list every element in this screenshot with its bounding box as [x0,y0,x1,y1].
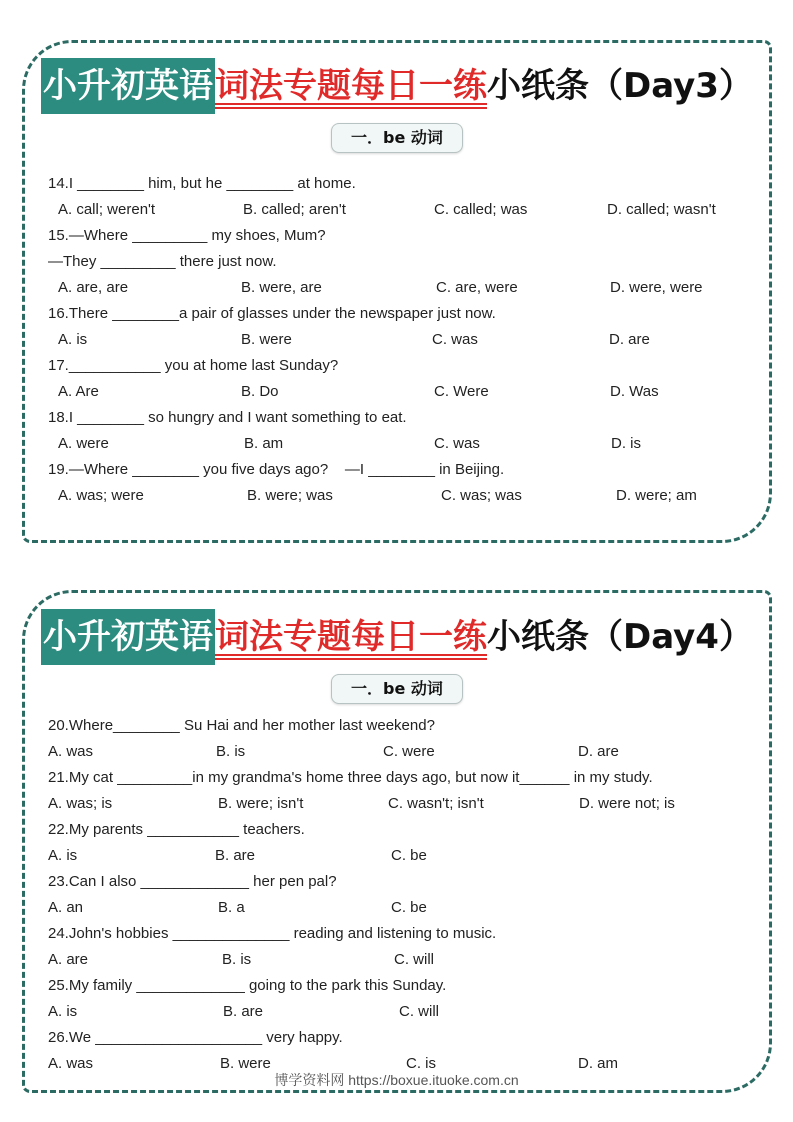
answer-option: B. were [241,331,292,348]
answer-option: B. is [216,743,246,760]
question-line [25,973,769,999]
question-stem: 22.My parents ___________ teachers. [48,821,305,838]
question-line [25,301,769,327]
answer-option: C. will [399,1003,439,1020]
answer-option: D. were; am [616,487,697,504]
worksheet-card-day3 [22,40,772,543]
answer-option: A. are [48,951,89,968]
question-line [25,223,769,249]
question-line [25,457,769,483]
answer-option: D. Was [610,383,659,400]
options-row [25,275,769,301]
answer-option: B. a [218,899,245,916]
answer-option: C. is [406,1055,436,1072]
answer-option: A. call; weren't [58,201,156,218]
title-suffix: 小纸条（Day4） [487,617,753,657]
answer-option: D. am [578,1055,619,1072]
question-line [25,171,769,197]
answer-option: A. is [58,331,88,348]
title-emphasis: 词法专题每日一练 [215,58,487,114]
answer-option: A. were [58,435,109,452]
answer-option: B. is [222,951,252,968]
options-row [25,739,769,765]
answer-option: B. were; was [247,487,333,504]
question-line [25,713,769,739]
question-line [25,921,769,947]
answer-option: D. are [578,743,619,760]
answer-option: A. are, are [58,279,129,296]
title-highlight: 小升初英语 [41,609,215,665]
question-stem: 16.There ________a pair of glasses under the newspaper just now. [48,305,496,322]
watermark-footer: 博学资料网 https://boxue.ituoke.com.cn [274,1072,519,1088]
answer-option: C. were [383,743,435,760]
options-row [25,327,769,353]
answer-option: C. was [432,331,478,348]
question-stem: 18.I ________ so hungry and I want something to eat. [48,409,407,426]
worksheet-card-day4 [22,590,772,1093]
title-suffix: 小纸条（Day3） [487,66,753,106]
options-row [25,947,769,973]
answer-option: C. was; was [441,487,522,504]
options-row [25,895,769,921]
answer-option: B. were [220,1055,271,1072]
question-line [25,817,769,843]
answer-option: A. is [48,847,78,864]
question-line [25,405,769,431]
question-line [25,249,769,275]
question-stem: 19.—Where ________ you five days ago? —I ________ in Beijing. [48,461,505,478]
options-row [25,197,769,223]
question-line [25,353,769,379]
answer-option: C. wasn't; isn't [388,795,484,812]
options-row [25,999,769,1025]
answer-option: A. Are [58,383,99,400]
options-row [25,843,769,869]
answer-option: C. are, were [436,279,518,296]
answer-option: B. am [244,435,284,452]
question-line [25,765,769,791]
answer-option: C. Were [434,383,489,400]
answer-option: C. was [434,435,480,452]
answer-option: D. were not; is [579,795,675,812]
answer-option: B. called; aren't [243,201,346,218]
answer-option: A. was [48,743,94,760]
answer-option: C. will [394,951,434,968]
question-line [25,1025,769,1051]
answer-option: B. are [223,1003,264,1020]
question-stem: 26.We ____________________ very happy. [48,1029,343,1046]
question-stem: 17.___________ you at home last Sunday? [48,357,339,374]
question-list [25,171,769,509]
answer-option: A. was [48,1055,94,1072]
answer-option: A. an [48,899,84,916]
card-title [25,58,769,114]
question-stem: 14.I ________ him, but he ________ at home. [48,175,356,192]
question-stem: —They _________ there just now. [48,253,277,270]
answer-option: C. be [391,899,427,916]
options-row [25,791,769,817]
question-list [25,713,769,1077]
section-label: 一．be 动词 [331,123,463,153]
question-stem: 21.My cat _________in my grandma's home three days ago, but now it______ in my study. [48,769,653,786]
title-emphasis: 词法专题每日一练 [215,609,487,665]
question-stem: 20.Where________ Su Hai and her mother last weekend? [48,717,435,734]
question-stem: 24.John's hobbies ______________ reading and listening to music. [48,925,497,942]
answer-option: D. were, were [610,279,703,296]
answer-option: B. Do [241,383,279,400]
section-label: 一．be 动词 [331,674,463,704]
answer-option: B. were, are [241,279,322,296]
card-title [25,609,769,665]
question-stem: 15.—Where _________ my shoes, Mum? [48,227,326,244]
answer-option: A. is [48,1003,78,1020]
question-stem: 23.Can I also _____________ her pen pal? [48,873,337,890]
title-highlight: 小升初英语 [41,58,215,114]
answer-option: A. was; is [48,795,113,812]
answer-option: B. are [215,847,256,864]
answer-option: A. was; were [58,487,144,504]
question-line [25,869,769,895]
answer-option: B. were; isn't [218,795,304,812]
answer-option: D. is [611,435,641,452]
options-row [25,379,769,405]
options-row [25,431,769,457]
answer-option: D. called; wasn't [607,201,716,218]
answer-option: D. are [609,331,650,348]
options-row [25,483,769,509]
question-stem: 25.My family _____________ going to the park this Sunday. [48,977,447,994]
answer-option: C. called; was [434,201,528,218]
answer-option: C. be [391,847,427,864]
